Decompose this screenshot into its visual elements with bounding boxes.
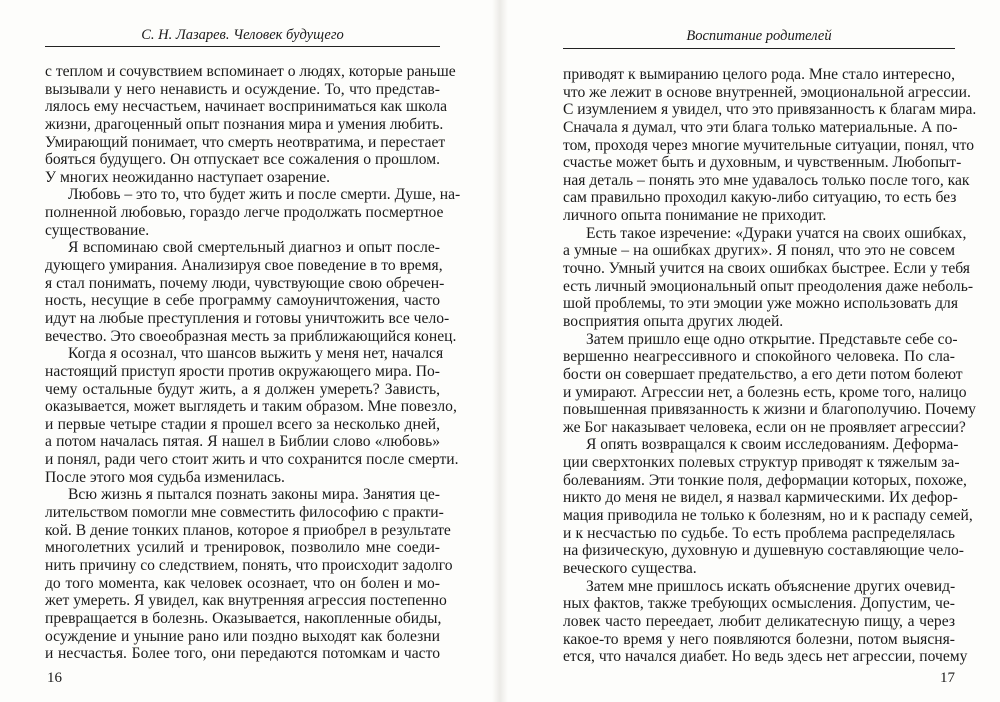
- text-line: существование.: [45, 221, 150, 239]
- text-line: полненной любовью, гораздо легче продолжать посмертное: [45, 204, 444, 222]
- text-line: жизни, драгоценный опыт познания мира и умения любить.: [45, 115, 444, 133]
- header-rule: [563, 48, 955, 49]
- text-line: я стал понимать, почему люди, чувствующие свою обречен-: [45, 274, 445, 292]
- text-line: нить причину со следствием, понять, что происходит задолго: [45, 556, 453, 574]
- text-line: превращается в болезнь. Оказывается, накопленные обиды,: [45, 609, 442, 627]
- paragraph: [45, 63, 456, 186]
- text-line: же Бог наказывает человека, если он не проявляет агрессии?: [563, 418, 966, 436]
- text-line: идут на любые преступления и готовы уничтожить все чело-: [45, 309, 450, 327]
- paragraph: [45, 186, 461, 239]
- text-line: и умирают. Агрессии нет, а болезнь есть, кроме того, налицо: [563, 383, 967, 401]
- text-line: том, проходя через многие мучительные ситуации, понял, что: [563, 136, 975, 154]
- page-body: [45, 63, 461, 663]
- text-line: Я вспоминаю свой смертельный диагноз и опыт после-: [68, 239, 440, 257]
- text-line: вершенно неагрессивного и спокойного человека. По сла-: [563, 348, 955, 366]
- text-line: кой. В дение тонких планов, которое я приобрел в результате: [45, 521, 451, 539]
- text-line: Когда я осознал, что шансов выжить у меня нет, начался: [68, 345, 444, 363]
- text-line: настоящий приступ ярости против окружающего мира. По-: [45, 362, 440, 380]
- text-line: сам правильно проходил какую-либо ситуацию, то есть без: [563, 189, 957, 207]
- text-line: никто до меня не видел, я назвал кармическими. Их дефор-: [563, 489, 958, 507]
- text-line: У многих неожиданно наступает озарение.: [45, 168, 331, 186]
- text-line: вызывали у него ненависть и осуждение. То, что представ-: [45, 80, 440, 98]
- text-line: повышенная привязанность к жизни и благополучию. Почему: [563, 401, 976, 419]
- text-line: ность, несущие в себе программу самоуничтожения, часто: [45, 292, 440, 310]
- text-line: С изумлением я увидел, что это привязанность к благам мира.: [563, 101, 977, 119]
- text-line: приводят к вымиранию целого рода. Мне стало интересно,: [563, 66, 955, 83]
- page-number: 17: [940, 670, 955, 686]
- text-line: до того момента, как человек осознает, что он болен и мо-: [45, 574, 440, 592]
- paragraph: [563, 66, 977, 225]
- text-line: ловек часто переедает, любит деликатесную пищу, а через: [563, 612, 955, 630]
- text-line: веческого существа.: [563, 559, 697, 577]
- running-head-right: Воспитание родителей: [686, 28, 832, 44]
- text-line: ции сверхтонких полевых структур приводят к тяжелым за-: [563, 454, 960, 472]
- text-line: бости он совершает предательство, а его дети потом болеют: [563, 365, 963, 383]
- text-line: лялось ему несчастьем, начинает восприниматься как школа: [45, 98, 448, 116]
- text-line: на физическую, духовную и душевную составляющие чело-: [563, 542, 964, 560]
- text-line: ется, что начался диабет. Но ведь здесь нет агрессии, почему: [563, 648, 968, 666]
- text-line: и понял, ради чего стоит жить и что сохранится после смерти.: [45, 451, 459, 469]
- text-line: есть личный эмоциональный опыт преодоления даже неболь-: [563, 277, 974, 295]
- right-page: [563, 0, 977, 702]
- text-line: и к несчастью по судьбе. То есть проблема распределялась: [563, 524, 955, 542]
- text-line: Умирающий понимает, что смерть неотвратима, и перестает: [45, 133, 446, 151]
- text-line: бояться будущего. Он отпускает все сожаления о прошлом.: [45, 151, 440, 169]
- text-line: Я опять возвращался к своим исследованиям. Деформа-: [586, 436, 959, 454]
- text-line: и несчастья. Более того, они передаются потомкам и часто: [45, 645, 440, 663]
- text-line: жет умереть. Я увидел, как внутренняя агрессия постепенно: [45, 592, 447, 610]
- header-rule: [45, 46, 440, 47]
- paragraph: [45, 239, 457, 345]
- text-line: Всю жизнь я пытался познать законы мира. Занятия це-: [68, 486, 440, 504]
- paragraph: [563, 577, 968, 666]
- text-line: и первые четыре стадии я прошел всего за несколько дней,: [45, 415, 440, 433]
- text-line: с теплом и сочувствием вспоминает о людях, которые раньше: [45, 63, 456, 80]
- running-head-left: С. Н. Лазарев. Человек будущего: [141, 27, 344, 43]
- text-line: оказывается, может выглядеть и таким образом. Мне повезло,: [45, 398, 457, 416]
- text-line: осуждение и уныние рано или поздно выходят как болезни: [45, 627, 440, 645]
- book-gutter: [492, 0, 508, 702]
- text-line: какое-то время у него появляются болезни, потом выясня-: [563, 630, 955, 648]
- text-line: а потом началась пятая. Я нашел в Библии слово «любовь»: [45, 433, 440, 451]
- text-line: ная деталь – понять это мне удавалось только после того, как: [563, 171, 970, 189]
- page-body: [563, 66, 977, 666]
- paragraph: [563, 330, 976, 437]
- text-line: ных фактов, также требующих осмысления. Допустим, че-: [563, 595, 955, 613]
- text-line: Любовь – это то, что будет жить и после смерти. Душе, на-: [68, 186, 461, 204]
- text-line: многолетних усилий и тренировок, позволило мне соеди-: [45, 539, 440, 557]
- text-line: точно. Умный учится на своих ошибках быстрее. Если у тебя: [563, 260, 970, 278]
- text-line: что же лежит в основе внутренней, эмоциональной агрессии.: [563, 83, 971, 101]
- text-line: болеваниям. Эти тонкие поля, деформации которых, похоже,: [563, 471, 967, 489]
- text-line: После этого моя судьба изменилась.: [45, 468, 285, 486]
- text-line: лительством помогли мне совместить философию с практи-: [45, 504, 444, 522]
- text-line: мация приводила не только к болезням, но и к распаду семей,: [563, 507, 973, 525]
- paragraph: [45, 345, 459, 486]
- text-line: шой проблемы, то эти эмоции уже можно использовать для: [563, 295, 959, 313]
- text-line: счастье может быть и духовным, и чувственным. Любопыт-: [563, 154, 962, 172]
- paragraph: [563, 224, 974, 331]
- text-line: дующего умирания. Анализируя свое поведение в то время,: [45, 257, 443, 275]
- paragraph: [45, 486, 453, 663]
- paragraph: [563, 436, 973, 577]
- left-page: [45, 0, 461, 702]
- text-line: Затем пришло еще одно открытие. Представьте себе со-: [586, 330, 958, 348]
- text-line: а умные – на ошибках других». Я понял, что это не совсем: [563, 242, 955, 260]
- text-line: Сначала я думал, что эти блага только материальные. А по-: [563, 118, 958, 136]
- text-line: Затем мне пришлось искать объяснение других очевид-: [586, 577, 956, 595]
- text-line: личного опыта понимание не приходит.: [563, 207, 827, 225]
- page-number: 16: [47, 670, 62, 686]
- text-line: чему остальные будут жить, а я должен умереть? Зависть,: [45, 380, 440, 398]
- text-line: Есть такое изречение: «Дураки учатся на своих ошибках,: [586, 224, 967, 242]
- text-line: восприятия опыта других людей.: [563, 312, 784, 330]
- text-line: вечество. Это своеобразная месть за приближающийся конец.: [45, 327, 457, 345]
